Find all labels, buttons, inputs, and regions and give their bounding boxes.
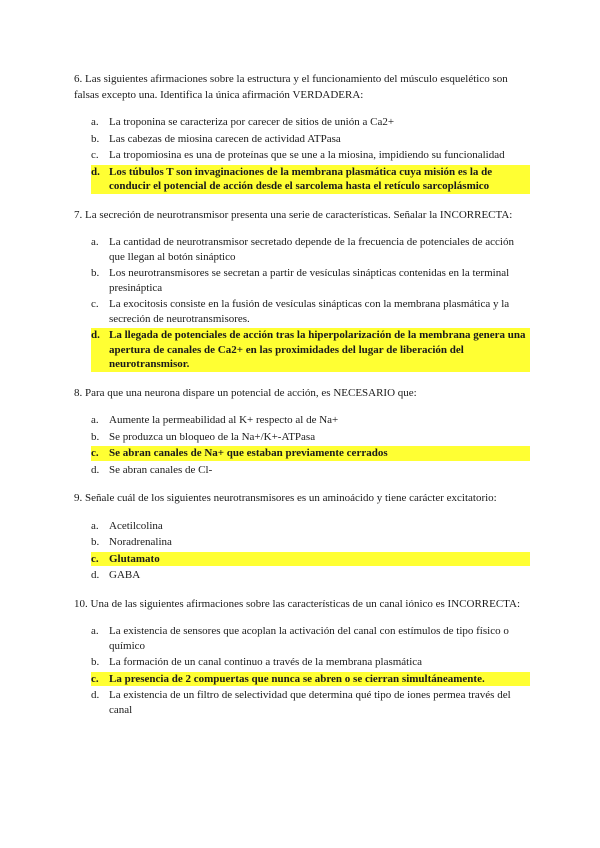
option-text: La llegada de potenciales de acción tras la hiperpolarización de la membrana genera una apertura de canales de Ca2+ en las proximidades del lugar de liberación del neurotransmisor.	[109, 328, 530, 372]
question-text: 9. Señale cuál de los siguientes neurotransmisores es un aminoácido y tiene carácter excitatorio:	[74, 492, 497, 504]
options-list	[74, 413, 530, 477]
options-list	[74, 115, 530, 194]
option-d-correct-highlighted	[91, 165, 530, 194]
option-letter: b.	[91, 430, 100, 443]
option-a	[91, 115, 530, 130]
option-letter: a.	[91, 519, 99, 532]
option-b	[91, 132, 530, 147]
option-a	[91, 235, 530, 264]
options-list	[74, 624, 530, 717]
option-letter: d.	[91, 328, 109, 372]
option-text: Los túbulos T son invaginaciones de la membrana plasmática cuya misión es la de conducir el potencial de acción desde el sarcolema hasta el retículo sarcoplásmico	[109, 165, 530, 194]
option-letter: d.	[91, 569, 100, 581]
option-text: La tropomiosina es una de proteínas que se une a la miosina, impidiendo su funcionalidad	[109, 149, 505, 161]
option-text: GABA	[109, 569, 141, 581]
option-text: Aumente la permeabilidad al K+ respecto al de Na+	[109, 414, 339, 426]
question-7	[74, 208, 530, 372]
option-letter: b.	[91, 536, 100, 548]
question-text: 6. Las siguientes afirmaciones sobre la estructura y el funcionamiento del músculo esquelético son falsas excepto una. Identifica la única afirmación VERDADERA:	[74, 73, 508, 101]
option-letter: a.	[91, 236, 99, 248]
option-b	[91, 430, 530, 445]
option-text: La troponina se caracteriza por carecer de sitios de unión a Ca2+	[109, 116, 395, 128]
question-9	[74, 491, 530, 583]
question-8	[74, 386, 530, 478]
option-letter: a.	[91, 625, 99, 637]
option-a	[91, 519, 530, 534]
option-letter: a.	[91, 116, 99, 128]
option-c-correct-highlighted	[91, 446, 530, 461]
option-a	[91, 413, 530, 428]
option-text: La existencia de sensores que acoplan la activación del canal con estímulos de tipo físico o químico	[109, 625, 509, 652]
option-text: La exocitosis consiste en la fusión de vesículas sinápticas con la membrana plasmática y la secreción de neurotransmisores.	[109, 298, 510, 325]
option-letter: c.	[91, 552, 109, 567]
option-b	[91, 266, 530, 295]
option-d	[91, 463, 530, 478]
option-letter: c.	[91, 446, 109, 461]
option-text: Se produzca un bloqueo de la Na+/K+-ATPasa	[109, 430, 316, 443]
option-a	[91, 624, 530, 653]
question-text: 7. La secreción de neurotransmisor presenta una serie de características. Señalar la INCORRECTA:	[74, 208, 513, 221]
options-list	[74, 519, 530, 583]
option-text: La presencia de 2 compuertas que nunca se abren o se cierran simultáneamente.	[109, 672, 530, 687]
option-letter: c.	[91, 672, 109, 687]
option-letter: a.	[91, 414, 99, 426]
option-letter: b.	[91, 132, 100, 145]
question-text: 10. Una de las siguientes afirmaciones sobre las características de un canal iónico es INCORRECTA:	[74, 597, 521, 610]
option-d-correct-highlighted	[91, 328, 530, 372]
option-letter: c.	[91, 298, 99, 310]
options-list	[74, 235, 530, 372]
option-text: Glutamato	[109, 552, 530, 567]
option-text: La existencia de un filtro de selectividad que determina qué tipo de iones permea través del canal	[109, 689, 511, 716]
option-c-correct-highlighted	[91, 672, 530, 687]
option-letter: c.	[91, 149, 99, 161]
option-text: La formación de un canal continuo a través de la membrana plasmática	[109, 656, 423, 668]
option-letter: d.	[91, 463, 100, 476]
option-letter: b.	[91, 267, 100, 279]
option-b	[91, 655, 530, 670]
option-c	[91, 148, 530, 163]
option-c	[91, 297, 530, 326]
option-text: Se abran canales de Cl-	[109, 463, 213, 476]
option-c-correct-highlighted	[91, 552, 530, 567]
option-text: Acetilcolina	[109, 519, 163, 532]
option-text: Las cabezas de miosina carecen de actividad ATPasa	[109, 132, 341, 145]
option-d	[91, 568, 530, 583]
option-letter: d.	[91, 689, 100, 701]
option-letter: b.	[91, 656, 100, 668]
option-text: Se abran canales de Na+ que estaban previamente cerrados	[109, 446, 530, 461]
question-6	[74, 72, 530, 194]
option-text: La cantidad de neurotransmisor secretado depende de la frecuencia de potenciales de acción que llegan al botón sináptico	[109, 236, 514, 263]
option-text: Los neurotransmisores se secretan a partir de vesículas sinápticas contenidas en la terminal presináptica	[109, 267, 510, 294]
question-10	[74, 597, 530, 718]
option-d	[91, 688, 530, 717]
option-letter: d.	[91, 165, 109, 194]
question-text: 8. Para que una neurona dispare un potencial de acción, es NECESARIO que:	[74, 386, 417, 399]
option-text: Noradrenalina	[109, 536, 172, 548]
option-b	[91, 535, 530, 550]
